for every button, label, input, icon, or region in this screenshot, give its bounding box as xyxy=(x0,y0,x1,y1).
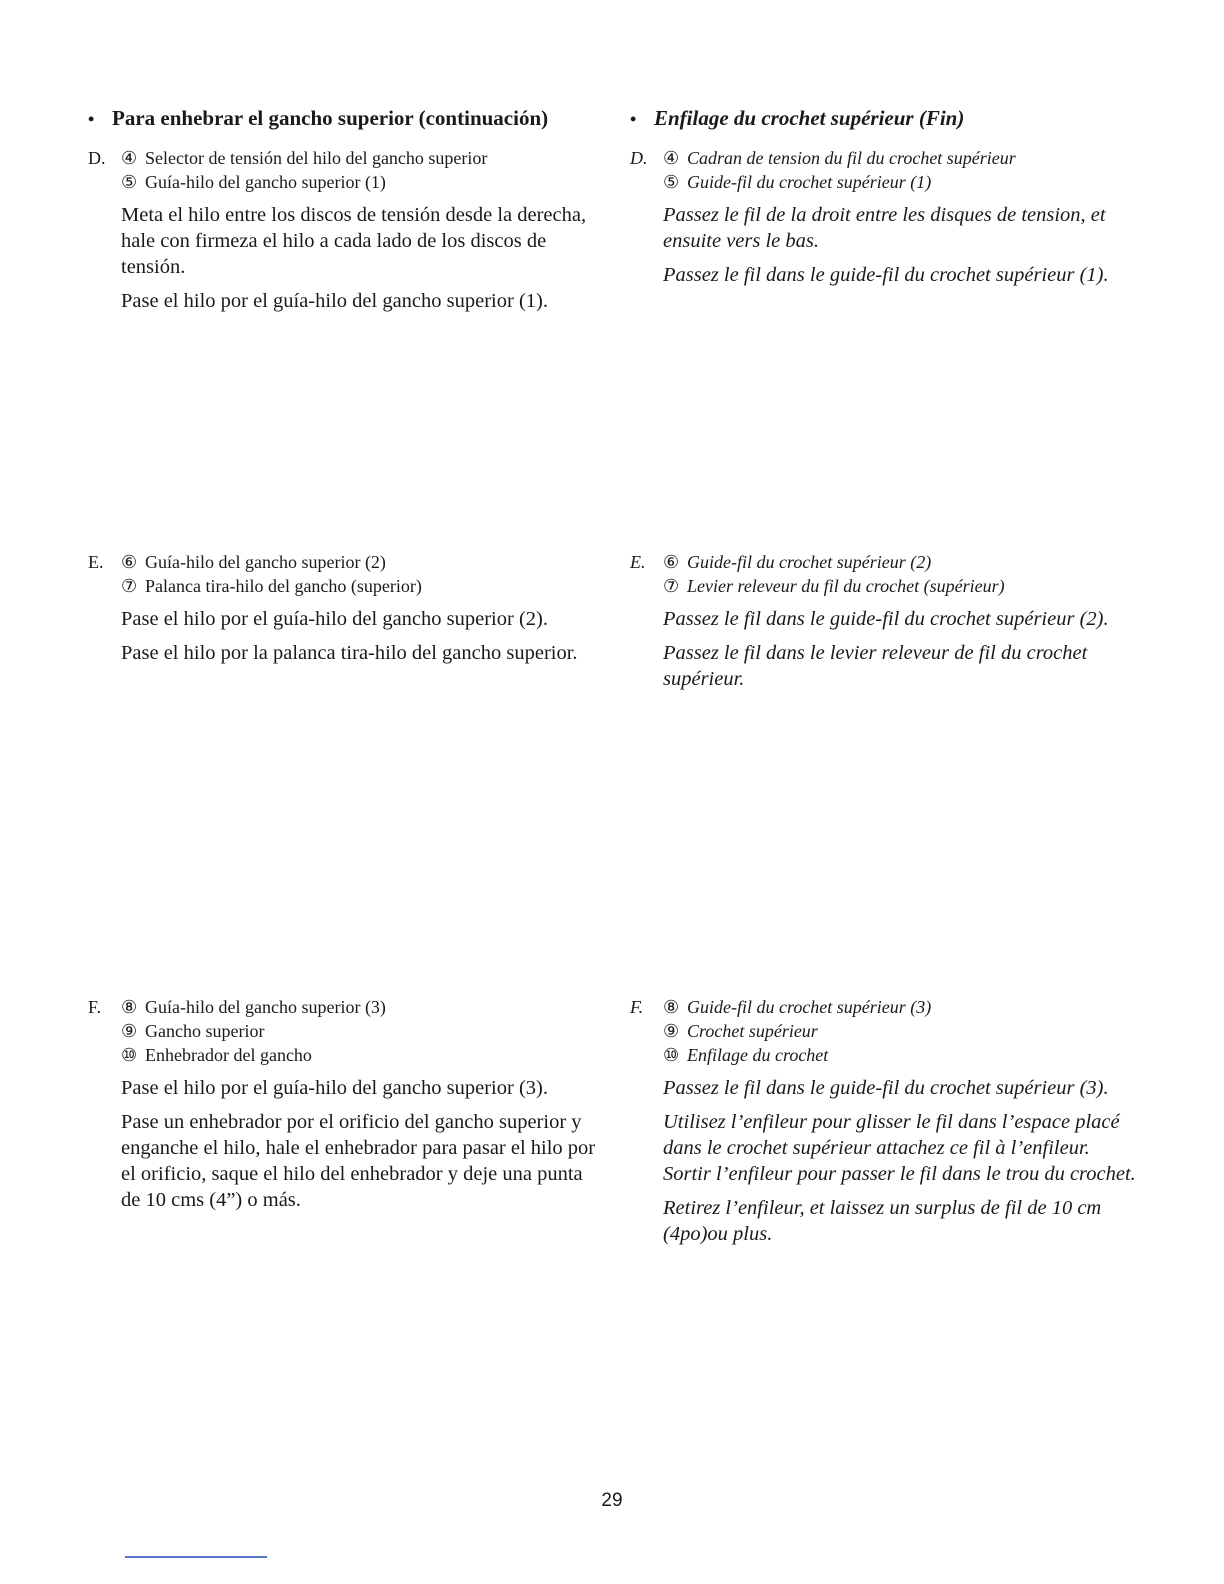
item-text: Palanca tira-hilo del gancho (superior) xyxy=(145,576,422,596)
number-10-icon: ⑩ xyxy=(663,1045,680,1065)
number-6-icon: ⑥ xyxy=(663,552,680,572)
paragraph: Passez le fil dans le guide-fil du crochet supérieur (2). xyxy=(663,608,1109,630)
item-5 xyxy=(630,170,1130,194)
paragraph: Pase el hilo por el guía-hilo del gancho superior (3). xyxy=(121,1077,548,1099)
item-7 xyxy=(88,574,588,598)
item-10 xyxy=(88,1043,588,1067)
item-text: Guía-hilo del gancho superior (2) xyxy=(145,552,386,572)
item-text: Selector de tensión del hilo del gancho superior xyxy=(145,148,488,168)
number-4-icon: ④ xyxy=(663,148,680,168)
item-text: Cadran de tension du fil du crochet supérieur xyxy=(687,148,1016,168)
spanish-section-d xyxy=(88,146,588,314)
spanish-heading-text: Para enhebrar el gancho superior (continuación) xyxy=(112,106,549,130)
item-text: Guía-hilo del gancho superior (1) xyxy=(145,172,386,192)
paragraph: Passez le fil dans le guide-fil du crochet supérieur (3). xyxy=(663,1077,1109,1099)
instructions xyxy=(663,606,1138,692)
number-9-icon: ⑨ xyxy=(663,1021,680,1041)
french-section-d xyxy=(630,146,1130,288)
number-6-icon: ⑥ xyxy=(121,552,138,572)
section-letter: F. xyxy=(630,997,644,1017)
item-8 xyxy=(630,995,1130,1019)
item-text: Enhebrador del gancho xyxy=(145,1045,312,1065)
item-text: Guide-fil du crochet supérieur (2) xyxy=(687,552,932,572)
number-10-icon: ⑩ xyxy=(121,1045,138,1065)
french-section-f xyxy=(630,995,1136,1247)
section-letter: E. xyxy=(88,552,104,572)
page-number: 29 xyxy=(601,1490,623,1511)
item-4 xyxy=(88,146,588,170)
item-text: Guide-fil du crochet supérieur (3) xyxy=(687,997,932,1017)
number-4-icon: ④ xyxy=(121,148,138,168)
number-8-icon: ⑧ xyxy=(663,997,680,1017)
french-heading-text: Enfilage du crochet supérieur (Fin) xyxy=(654,106,965,130)
item-6 xyxy=(630,550,1130,574)
paragraph: Pase el hilo por el guía-hilo del gancho superior (1). xyxy=(121,290,548,312)
item-7 xyxy=(630,574,1130,598)
number-5-icon: ⑤ xyxy=(121,172,138,192)
item-text: Guide-fil du crochet supérieur (1) xyxy=(687,172,932,192)
paragraph: Passez le fil de la droit entre les disques de tension, et ensuite vers le bas. xyxy=(663,204,1106,252)
item-5 xyxy=(88,170,588,194)
instructions xyxy=(663,1075,1138,1247)
section-letter: F. xyxy=(88,997,102,1017)
footer-rule xyxy=(125,1556,267,1558)
french-section-e xyxy=(630,550,1130,692)
item-9 xyxy=(630,1019,1130,1043)
item-6 xyxy=(88,550,588,574)
number-5-icon: ⑤ xyxy=(663,172,680,192)
bullet-icon: • xyxy=(630,109,637,129)
spanish-heading xyxy=(88,105,588,132)
paragraph: Passez le fil dans le guide-fil du crochet supérieur (1). xyxy=(663,264,1109,286)
paragraph: Retirez l’enfileur, et laissez un surplus de fil de 10 cm (4po)ou plus. xyxy=(663,1197,1102,1245)
instructions xyxy=(121,1075,596,1213)
number-7-icon: ⑦ xyxy=(121,576,138,596)
item-text: Gancho superior xyxy=(145,1021,265,1041)
bullet-icon: • xyxy=(88,109,95,129)
section-letter: E. xyxy=(630,552,646,572)
item-text: Crochet supérieur xyxy=(687,1021,818,1041)
number-8-icon: ⑧ xyxy=(121,997,138,1017)
item-4 xyxy=(630,146,1130,170)
item-8 xyxy=(88,995,588,1019)
item-text: Guía-hilo del gancho superior (3) xyxy=(145,997,386,1017)
paragraph: Passez le fil dans le levier releveur de fil du crochet supérieur. xyxy=(663,642,1088,690)
instructions xyxy=(121,606,596,666)
item-9 xyxy=(88,1019,588,1043)
section-letter: D. xyxy=(88,148,106,168)
paragraph: Pase el hilo por el guía-hilo del gancho superior (2). xyxy=(121,608,548,630)
paragraph: Pase el hilo por la palanca tira-hilo del gancho superior. xyxy=(121,642,578,664)
spanish-section-f xyxy=(88,995,596,1213)
item-text: Enfilage du crochet xyxy=(687,1045,829,1065)
item-10 xyxy=(630,1043,1130,1067)
paragraph: Pase un enhebrador por el orificio del gancho superior y enganche el hilo, hale el enhebrador para pasar el hilo por el orificio, saque el hilo del enhebrador y deje una punta de 10 cms (4”) o más. xyxy=(121,1111,596,1211)
instructions xyxy=(121,202,596,314)
section-letter: D. xyxy=(630,148,648,168)
paragraph: Meta el hilo entre los discos de tensión desde la derecha, hale con firmeza el hilo a cada lado de los discos de tensión. xyxy=(121,204,587,278)
paragraph: Utilisez l’enfileur pour glisser le fil dans l’espace placé dans le crochet supérieur attachez ce fil à l’enfileur. Sortir l’enfileur pour passer le fil dans le trou du crochet. xyxy=(663,1111,1136,1185)
number-9-icon: ⑨ xyxy=(121,1021,138,1041)
french-heading xyxy=(630,105,1130,132)
item-text: Levier releveur du fil du crochet (supérieur) xyxy=(687,576,1005,596)
number-7-icon: ⑦ xyxy=(663,576,680,596)
instructions xyxy=(663,202,1138,288)
spanish-section-e xyxy=(88,550,588,666)
